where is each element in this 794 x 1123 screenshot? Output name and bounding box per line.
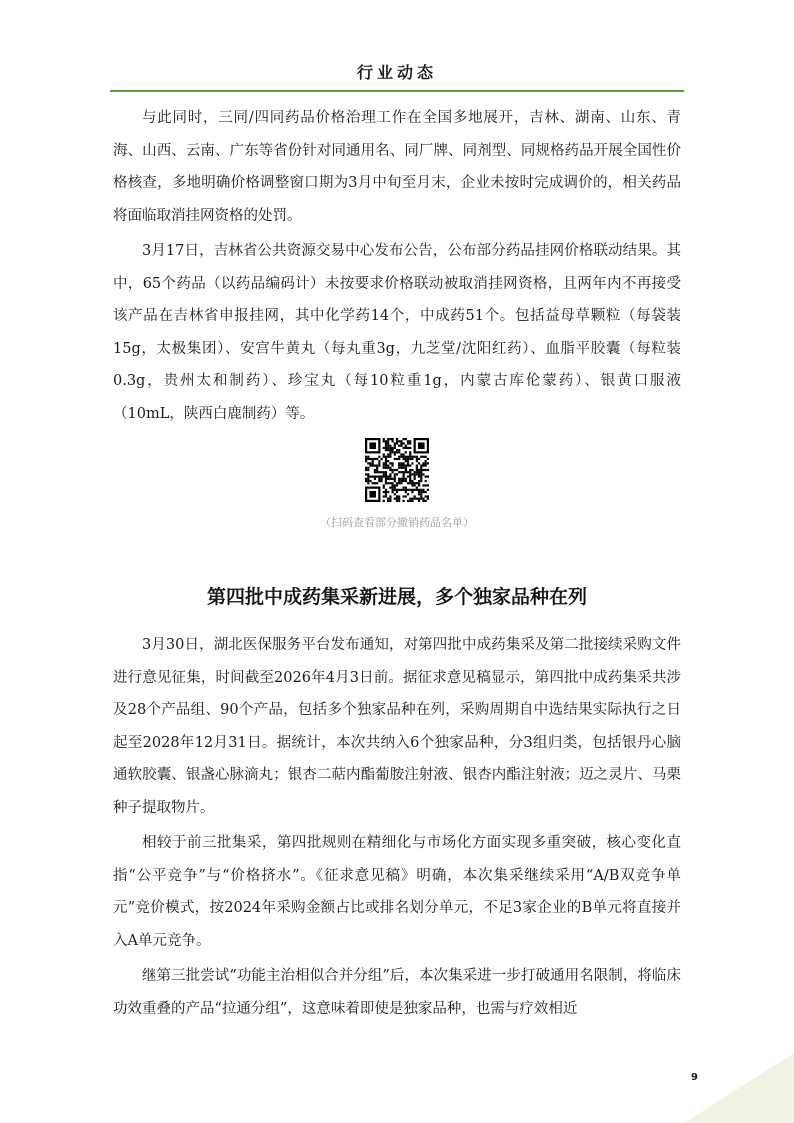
- page-content: [113, 102, 681, 1028]
- page-corner-decoration: [634, 1053, 794, 1123]
- qr-code-block: [113, 438, 681, 506]
- qr-code-icon[interactable]: [365, 438, 429, 502]
- body-paragraph: 继第三批尝试“功能主治相似合并分组”后，本次集采进一步打破通用名限制，将临床功效重叠的产品“拉通分组”，这意味着即使是独家品种，也需与疗效相近: [113, 968, 681, 1017]
- body-paragraph: 相较于前三批集采，第四批规则在精细化与市场化方面实现多重突破，核心变化直指“公平竞争”与“价格挤水”。《征求意见稿》明确，本次集采继续采用“A/B双竞争单元”竞价模式，按2024年采购金额占比或排名划分单元，不足3家企业的B单元将直接并入A单元竞争。: [113, 835, 681, 949]
- page-number: 9: [691, 1072, 698, 1083]
- body-paragraph: 3月30日，湖北医保服务平台发布通知，对第四批中成药集采及第二批接续采购文件进行意见征集，时间截至2026年4月3日前。据征求意见稿显示，第四批中成药集采共涉及28个产品组、90个产品，包括多个独家品种在列，采购周期自中选结果实际执行之日起至2028年12月31日。据统计，本次共纳入6个独家品种，分3组归类，包括银丹心脑通软胶囊、银盏心脉滴丸；银杏二萜内酯葡胺注射液、银杏内酯注射液；迈之灵片、马栗种子提取物片。: [113, 637, 681, 816]
- qr-caption: （扫码查看部分撤销药品名单）: [320, 516, 474, 529]
- section-heading: 第四批中成药集采新进展，多个独家品种在列: [206, 586, 587, 608]
- body-paragraph: 与此同时，三同/四同药品价格治理工作在全国多地展开，吉林、湖南、山东、青海、山西、云南、广东等省份针对同通用名、同厂牌、同剂型、同规格药品开展全国性价格核查，多地明确价格调整窗口期为3月中旬至月末，企业未按时完成调价的，相关药品将面临取消挂网资格的处罚。: [113, 110, 681, 224]
- running-header: 行业动态: [356, 63, 437, 82]
- header-rule: [110, 90, 684, 92]
- body-paragraph: 3月17日，吉林省公共资源交易中心发布公告，公布部分药品挂网价格联动结果。其中，65个药品（以药品编码计）未按要求价格联动被取消挂网资格，且两年内不再接受该产品在吉林省申报挂网，其中化学药14个，中成药51个。包括益母草颗粒（每袋装15g，太极集团）、安宫牛黄丸（每丸重3g，九芝堂/沈阳红药）、血脂平胶囊（每粒装0.3g，贵州太和制药）、珍宝丸（每10粒重1g，内蒙古库伦蒙药）、银黄口服液（10mL，陕西白鹿制药）等。: [113, 243, 681, 422]
